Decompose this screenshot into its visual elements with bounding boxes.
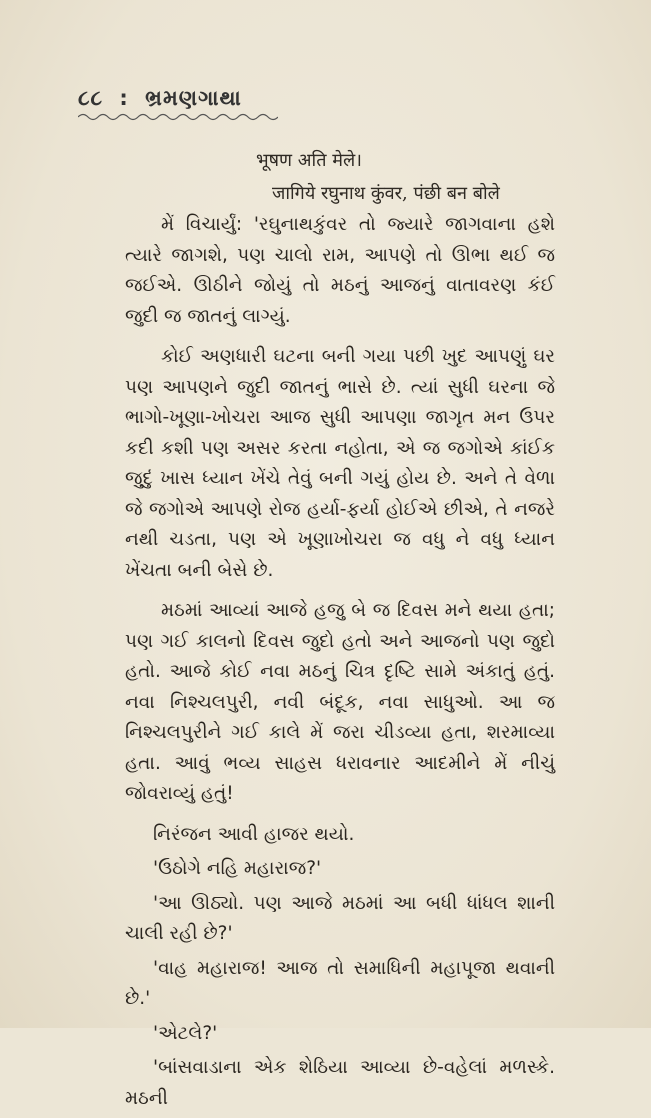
dialogue-line: 'ઉઠોગે નહિ મહારાજ?' — [153, 858, 322, 879]
header-underline-wave — [78, 112, 278, 122]
dialogue-line: 'બાંસવાડાના એક શેઠિયા આવ્યા છે-વહેલાં મળસ્કે. મઠની — [125, 1057, 555, 1109]
running-header — [78, 86, 242, 111]
verse-line-1: भूषण अति मेले। — [256, 150, 362, 171]
body-text — [125, 210, 555, 1118]
paragraph: નિરંજન આવી હાજર થયો. — [153, 823, 355, 845]
dialogue-line: 'એટલે?' — [153, 1022, 218, 1044]
paragraph: મઠમાં આવ્યાં આજે હજુ બે જ દિવસ મને થયા હતા; પણ ગઈ કાલનો દિવસ જુદો હતો અને આજનો પણ જુદો હતો. આજે કોઈ નવા મઠનું ચિત્ર દૃષ્ટિ સામે અંકાતું હતું. નવા નિશ્ચલપુરી, નવી બંદૂક, નવા સાધુઓ. આ જ નિશ્ચલપુરીને ગઈ કાલે મેં જરા ચીડવ્યા હતા, શરમાવ્યા હતા. આવું ભવ્ય સાહસ ધરાવનાર આદમીને મેં નીચું જોવરાવ્યું હતું! — [125, 600, 555, 804]
page-number: ૮૮ — [78, 86, 104, 110]
paragraph: કોઈ અણધારી ઘટના બની ગયા પછી ખુદ આપણું ઘર પણ આપણને જુદી જાતનું ભાસે છે. ત્યાં સુધી ઘરના જે ભાગો-ખૂણા-ખોચરા આજ સુધી આપણા જાગૃત મન ઉપર કદી કશી પણ અસર કરતા નહોતા, એ જ જગોએ કાંઈક જુદું ખાસ ધ્યાન ખેંચે તેવું બની ગયું હોય છે. અને તે વેળા જે જગોએ આપણે રોજ હર્યા-ફર્યા હોઈએ છીએ, તે નજરે નથી ચડતા, પણ એ ખૂણાખોચરા જ વધુ ને વધુ ધ્યાન ખેંચતા બની બેસે છે. — [125, 346, 555, 581]
dialogue-line: 'આ ઊઠ્યો. પણ આજે મઠમાં આ બધી ધાંધલ શાની ચાલી રહી છે?' — [125, 892, 555, 944]
dialogue-line: 'વાહ મહારાજ! આજ તો સમાધિની મહાપૂજા થવાની છે.' — [125, 957, 555, 1009]
header-separator: : — [119, 86, 129, 110]
book-title: ભ્રમણગાથા — [145, 86, 242, 110]
verse-line-2: जागिये रघुनाथ कुंवर, पंछी बन बोले — [272, 183, 500, 204]
paragraph: મેં વિચાર્યું: 'રઘુનાથકુંવર તો જ્યારે જાગવાના હશે ત્યારે જાગશે, પણ ચાલો રામ, આપણે તો ઊભા થઈ જ જઈએ. ઊઠીને જોયું તો મઠનું આજનું વાતાવરણ કંઈ જુદી જ જાતનું લાગ્યું. — [125, 214, 555, 327]
